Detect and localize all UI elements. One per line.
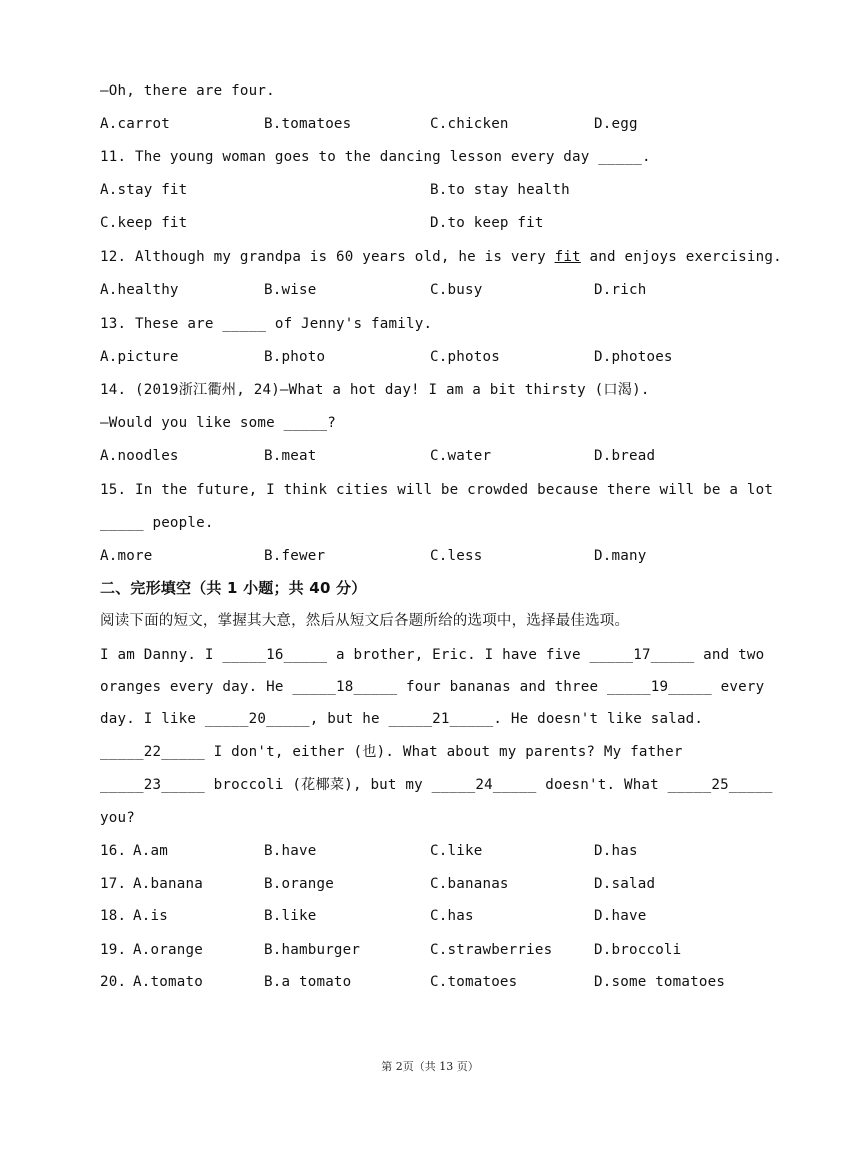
cloze-option-d: D.broccoli — [594, 942, 682, 958]
q15-option-a: A.more — [100, 548, 153, 564]
q11-option-d: D.to keep fit — [430, 215, 544, 231]
q14-option-a: A.noodles — [100, 448, 179, 464]
q13-option-a: A.picture — [100, 349, 179, 365]
q12-text-after: and enjoys exercising. — [580, 249, 782, 265]
page-footer: 第 2页（共 13 页） — [381, 1060, 479, 1073]
q12-option-d: D.rich — [594, 282, 647, 298]
q14-question: 14. (2019浙江衢州, 24)—What a hot day! I am a bit thirsty (口渴). — [100, 382, 650, 398]
cloze-option-d: D.has — [594, 843, 638, 859]
q11-options-row2 — [100, 210, 544, 236]
cloze-option-d: D.salad — [594, 876, 656, 892]
cloze-option-d: D.have — [594, 908, 647, 924]
q10-option-d: D.egg — [594, 116, 638, 132]
passage-line-5: _____23_____ broccoli (花椰菜), but my _____24_____ doesn't. What _____25_____ — [100, 777, 773, 793]
q15-options — [100, 543, 647, 569]
cloze-option-b: B.hamburger — [264, 942, 361, 958]
passage-line-4: _____22_____ I don't, either (也). What about my parents? My father — [100, 744, 683, 760]
q14-options — [100, 443, 656, 469]
q14-option-c: C.water — [430, 448, 492, 464]
q14-option-b: B.meat — [264, 448, 317, 464]
q11-options-row1 — [100, 177, 570, 203]
q13-option-d: D.photoes — [594, 349, 673, 365]
q12-underlined-word: fit — [554, 249, 581, 265]
cloze-option-b: B.have — [264, 843, 317, 859]
q15-question-line2: _____ people. — [100, 515, 214, 531]
cloze-item-number: 20. — [100, 974, 127, 990]
cloze-item-19 — [100, 937, 682, 963]
q12-option-b: B.wise — [264, 282, 317, 298]
passage-line-6: you? — [100, 810, 135, 826]
passage-line-2: oranges every day. He _____18_____ four bananas and three _____19_____ every — [100, 679, 765, 695]
cloze-item-17 — [100, 871, 656, 897]
q10-option-b: B.tomatoes — [264, 116, 352, 132]
cloze-option-b: B.a tomato — [264, 974, 352, 990]
q10-option-c: C.chicken — [430, 116, 509, 132]
cloze-option-a: A.am — [133, 843, 168, 859]
q14-option-d: D.bread — [594, 448, 656, 464]
cloze-option-c: C.bananas — [430, 876, 509, 892]
cloze-option-c: C.tomatoes — [430, 974, 518, 990]
passage-line-3: day. I like _____20_____, but he _____21_____. He doesn't like salad. — [100, 711, 704, 727]
q11-option-c: C.keep fit — [100, 215, 188, 231]
cloze-option-b: B.orange — [264, 876, 334, 892]
q13-options — [100, 344, 673, 370]
q11-option-b: B.to stay health — [430, 182, 570, 198]
q12-options — [100, 277, 647, 303]
q12-option-a: A.healthy — [100, 282, 179, 298]
cloze-option-c: C.has — [430, 908, 474, 924]
passage-line-1: I am Danny. I _____16_____ a brother, Eric. I have five _____17_____ and two — [100, 647, 765, 663]
q12-question — [100, 244, 782, 270]
q15-question: 15. In the future, I think cities will be crowded because there will be a lot — [100, 482, 774, 498]
cloze-option-b: B.like — [264, 908, 317, 924]
q10-options — [100, 111, 638, 137]
q13-question: 13. These are _____ of Jenny's family. — [100, 316, 433, 332]
cloze-item-number: 17. — [100, 876, 127, 892]
cloze-item-18 — [100, 903, 647, 929]
cloze-item-16 — [100, 838, 638, 864]
q10-answer-line: —Oh, there are four. — [100, 83, 275, 99]
q12-text-before: 12. Although my grandpa is 60 years old, he is very — [100, 249, 555, 265]
q12-option-c: C.busy — [430, 282, 483, 298]
cloze-option-a: A.is — [133, 908, 168, 924]
cloze-option-a: A.tomato — [133, 974, 203, 990]
section-instruction: 阅读下面的短文，掌握其大意，然后从短文后各题所给的选项中，选择最佳选项。 — [100, 613, 630, 629]
q13-option-b: B.photo — [264, 349, 326, 365]
cloze-option-c: C.like — [430, 843, 483, 859]
q14-question-line2: —Would you like some _____? — [100, 415, 337, 431]
q11-question: 11. The young woman goes to the dancing lesson every day _____. — [100, 149, 651, 165]
q15-option-b: B.fewer — [264, 548, 326, 564]
cloze-option-a: A.banana — [133, 876, 203, 892]
cloze-item-number: 16. — [100, 843, 127, 859]
cloze-option-a: A.orange — [133, 942, 203, 958]
q15-option-d: D.many — [594, 548, 647, 564]
cloze-option-c: C.strawberries — [430, 942, 553, 958]
q15-option-c: C.less — [430, 548, 483, 564]
q13-option-c: C.photos — [430, 349, 500, 365]
cloze-item-20 — [100, 969, 726, 995]
q10-option-a: A.carrot — [100, 116, 170, 132]
section-heading: 二、完形填空（共 1 小题；共 40 分） — [100, 579, 367, 597]
cloze-item-number: 18. — [100, 908, 127, 924]
cloze-option-d: D.some tomatoes — [594, 974, 726, 990]
q11-option-a: A.stay fit — [100, 182, 188, 198]
cloze-item-number: 19. — [100, 942, 127, 958]
